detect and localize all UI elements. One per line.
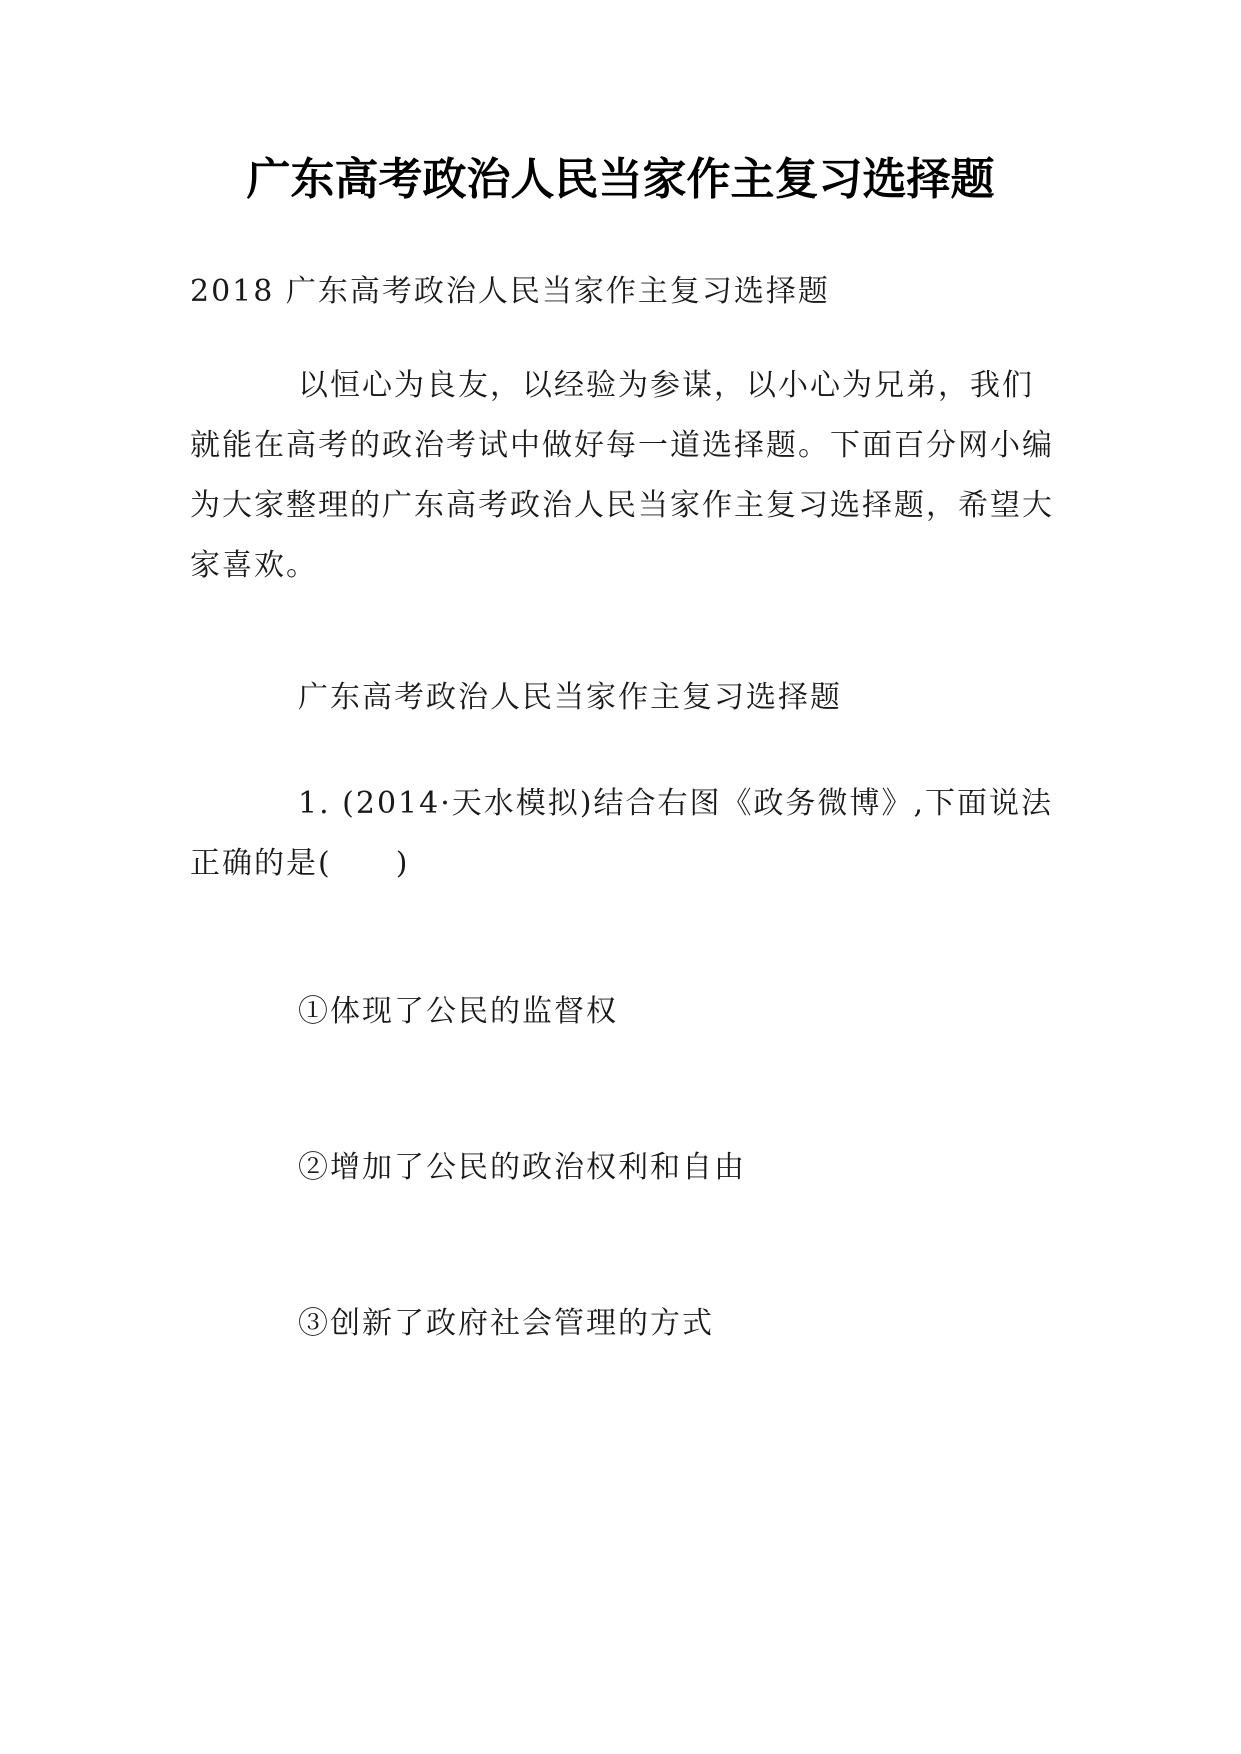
- option-1: ①体现了公民的监督权: [298, 994, 618, 1029]
- document-title: 广东高考政治人民当家作主复习选择题: [246, 154, 995, 205]
- document-subtitle: 2018 广东高考政治人民当家作主复习选择题: [190, 274, 830, 309]
- option-2: ②增加了公民的政治权利和自由: [298, 1150, 746, 1185]
- section-heading: 广东高考政治人民当家作主复习选择题: [298, 680, 842, 715]
- option-3: ③创新了政府社会管理的方式: [298, 1306, 714, 1341]
- question-1-text: 1. (2014·天水模拟)结合右图《政务微博》,下面说法正确的是( ): [190, 786, 1053, 881]
- intro-paragraph: 以恒心为良友，以经验为参谋，以小心为兄弟，我们就能在高考的政治考试中做好每一道选择题。下面百分网小编为大家整理的广东高考政治人民当家作主复习选择题，希望大家喜欢。: [190, 368, 1054, 583]
